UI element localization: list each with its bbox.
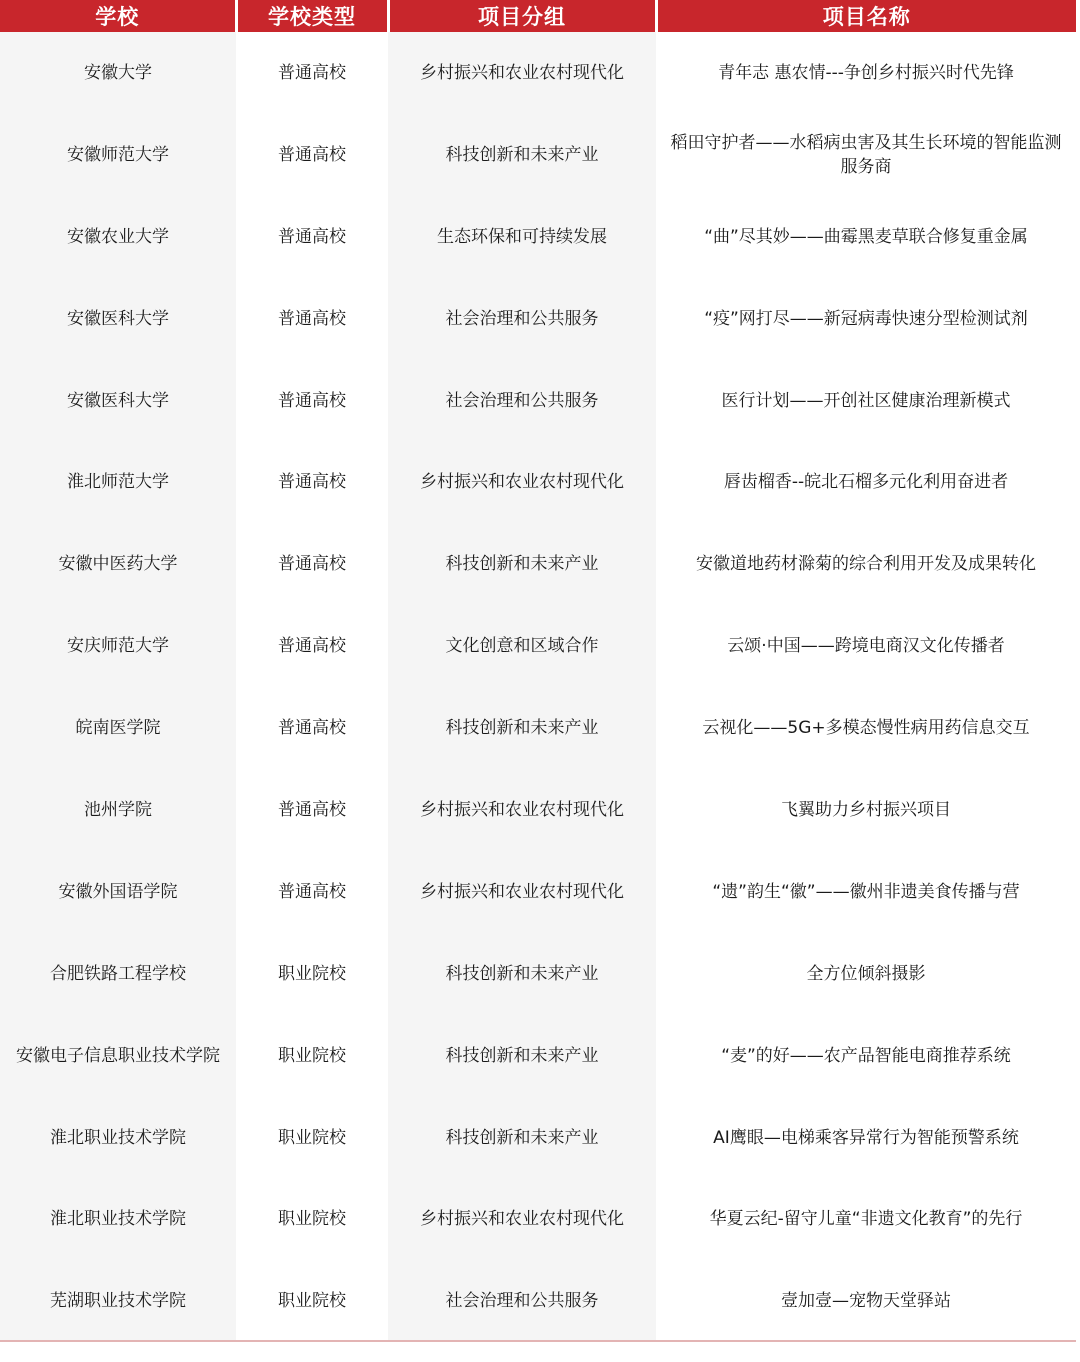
cell-project-name: “遗”韵生“徽”——徽州非遗美食传播与营 xyxy=(656,851,1076,933)
table-row xyxy=(0,278,1076,360)
cell-school: 池州学院 xyxy=(0,769,236,851)
table-row xyxy=(0,851,1076,933)
cell-project-name: 壹加壹—宠物天堂驿站 xyxy=(656,1260,1076,1342)
table-row xyxy=(0,196,1076,278)
table-row xyxy=(0,32,1076,114)
header-project-group: 项目分组 xyxy=(388,0,656,32)
table-row xyxy=(0,1015,1076,1097)
cell-project-group: 社会治理和公共服务 xyxy=(388,278,656,360)
cell-project-name: 云视化——5G+多模态慢性病用药信息交互 xyxy=(656,687,1076,769)
cell-school: 合肥铁路工程学校 xyxy=(0,933,236,1015)
table-row xyxy=(0,1178,1076,1260)
cell-school-type: 普通高校 xyxy=(236,278,388,360)
table-body xyxy=(0,32,1076,1342)
cell-school: 安徽医科大学 xyxy=(0,360,236,442)
cell-school: 安徽农业大学 xyxy=(0,196,236,278)
cell-project-group: 科技创新和未来产业 xyxy=(388,1097,656,1179)
cell-school: 淮北职业技术学院 xyxy=(0,1178,236,1260)
table-row xyxy=(0,523,1076,605)
cell-project-group: 生态环保和可持续发展 xyxy=(388,196,656,278)
cell-project-name: 飞翼助力乡村振兴项目 xyxy=(656,769,1076,851)
cell-school: 安徽医科大学 xyxy=(0,278,236,360)
cell-school-type: 普通高校 xyxy=(236,32,388,114)
cell-project-group: 科技创新和未来产业 xyxy=(388,114,656,196)
cell-project-group: 乡村振兴和农业农村现代化 xyxy=(388,1178,656,1260)
cell-school-type: 普通高校 xyxy=(236,605,388,687)
cell-school-type: 职业院校 xyxy=(236,1178,388,1260)
cell-school: 淮北职业技术学院 xyxy=(0,1097,236,1179)
cell-project-name: 云颂·中国——跨境电商汉文化传播者 xyxy=(656,605,1076,687)
cell-school-type: 职业院校 xyxy=(236,933,388,1015)
cell-project-name: 青年志 惠农情---争创乡村振兴时代先锋 xyxy=(656,32,1076,114)
cell-project-group: 乡村振兴和农业农村现代化 xyxy=(388,851,656,933)
cell-project-name: 稻田守护者——水稻病虫害及其生长环境的智能监测服务商 xyxy=(656,114,1076,196)
cell-school-type: 普通高校 xyxy=(236,441,388,523)
cell-school-type: 普通高校 xyxy=(236,523,388,605)
cell-project-group: 社会治理和公共服务 xyxy=(388,360,656,442)
table-row xyxy=(0,687,1076,769)
cell-school-type: 职业院校 xyxy=(236,1097,388,1179)
header-project-name: 项目名称 xyxy=(656,0,1076,32)
cell-project-name: 华夏云纪-留守儿童“非遗文化教育”的先行 xyxy=(656,1178,1076,1260)
table-row xyxy=(0,1260,1076,1342)
cell-project-name: AI鹰眼—电梯乘客异常行为智能预警系统 xyxy=(656,1097,1076,1179)
cell-project-group: 乡村振兴和农业农村现代化 xyxy=(388,441,656,523)
cell-project-group: 科技创新和未来产业 xyxy=(388,933,656,1015)
cell-project-group: 科技创新和未来产业 xyxy=(388,1015,656,1097)
cell-school: 安徽大学 xyxy=(0,32,236,114)
cell-school-type: 职业院校 xyxy=(236,1260,388,1342)
cell-school: 安庆师范大学 xyxy=(0,605,236,687)
table-row xyxy=(0,441,1076,523)
table-bottom-border xyxy=(0,1340,1076,1342)
table-row xyxy=(0,933,1076,1015)
cell-project-name: “曲”尽其妙——曲霉黑麦草联合修复重金属 xyxy=(656,196,1076,278)
cell-project-name: 全方位倾斜摄影 xyxy=(656,933,1076,1015)
cell-school-type: 普通高校 xyxy=(236,687,388,769)
cell-school-type: 普通高校 xyxy=(236,769,388,851)
table-row xyxy=(0,114,1076,196)
cell-school: 安徽中医药大学 xyxy=(0,523,236,605)
table-row xyxy=(0,360,1076,442)
header-school-type: 学校类型 xyxy=(236,0,388,32)
table-row xyxy=(0,769,1076,851)
cell-school-type: 普通高校 xyxy=(236,196,388,278)
cell-school: 安徽师范大学 xyxy=(0,114,236,196)
cell-project-name: “疫”网打尽——新冠病毒快速分型检测试剂 xyxy=(656,278,1076,360)
cell-school: 淮北师范大学 xyxy=(0,441,236,523)
cell-project-group: 社会治理和公共服务 xyxy=(388,1260,656,1342)
table-row xyxy=(0,1097,1076,1179)
cell-school: 安徽外国语学院 xyxy=(0,851,236,933)
cell-school-type: 普通高校 xyxy=(236,851,388,933)
table-header-row xyxy=(0,0,1076,32)
cell-school-type: 职业院校 xyxy=(236,1015,388,1097)
cell-project-group: 乡村振兴和农业农村现代化 xyxy=(388,32,656,114)
cell-project-name: 医行计划——开创社区健康治理新模式 xyxy=(656,360,1076,442)
cell-project-group: 科技创新和未来产业 xyxy=(388,523,656,605)
cell-school: 芜湖职业技术学院 xyxy=(0,1260,236,1342)
cell-project-group: 文化创意和区域合作 xyxy=(388,605,656,687)
cell-school: 安徽电子信息职业技术学院 xyxy=(0,1015,236,1097)
cell-project-group: 科技创新和未来产业 xyxy=(388,687,656,769)
header-school: 学校 xyxy=(0,0,236,32)
cell-project-name: 唇齿榴香--皖北石榴多元化利用奋进者 xyxy=(656,441,1076,523)
table-row xyxy=(0,605,1076,687)
cell-project-name: “麦”的好——农产品智能电商推荐系统 xyxy=(656,1015,1076,1097)
cell-project-group: 乡村振兴和农业农村现代化 xyxy=(388,769,656,851)
cell-school-type: 普通高校 xyxy=(236,114,388,196)
cell-school: 皖南医学院 xyxy=(0,687,236,769)
cell-project-name: 安徽道地药材滁菊的综合利用开发及成果转化 xyxy=(656,523,1076,605)
cell-school-type: 普通高校 xyxy=(236,360,388,442)
